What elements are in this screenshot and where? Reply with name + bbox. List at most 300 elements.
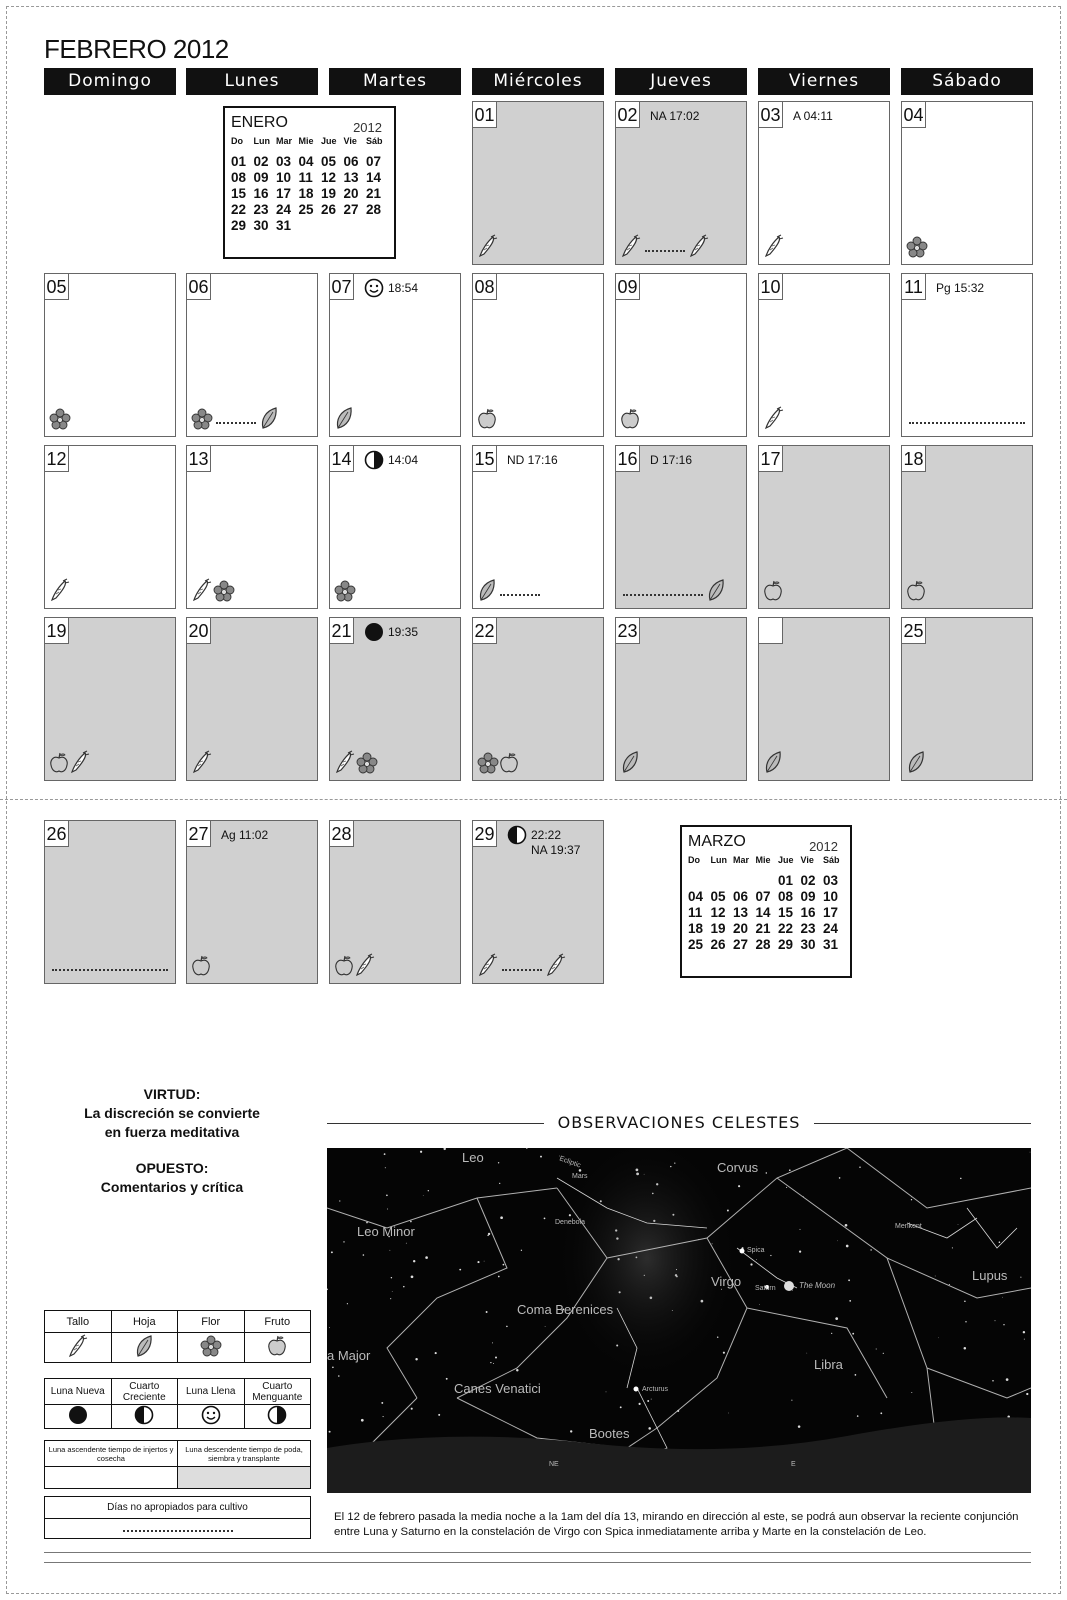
flower-icon bbox=[477, 752, 499, 774]
legend-plant-label: Hoja bbox=[111, 1311, 178, 1333]
dotted-line bbox=[502, 969, 542, 971]
star bbox=[1003, 1324, 1004, 1325]
day-number: 23 bbox=[616, 618, 640, 644]
star bbox=[347, 1303, 348, 1304]
moon-full-icon bbox=[364, 278, 384, 303]
stem-icon bbox=[763, 234, 785, 258]
mini-month-year: 2012 bbox=[353, 120, 382, 135]
day-number bbox=[759, 618, 783, 644]
star bbox=[791, 1400, 792, 1401]
virtud-line1: La discreción se convierte bbox=[84, 1105, 260, 1121]
mini-day: 07 bbox=[366, 154, 382, 169]
star bbox=[459, 1269, 461, 1271]
mini-weekday: Jue bbox=[778, 855, 794, 865]
star bbox=[545, 1326, 546, 1327]
moon-third-icon bbox=[244, 1405, 311, 1429]
dotted-line bbox=[909, 422, 1025, 424]
legend-moon-label: Cuarto Creciente bbox=[111, 1379, 178, 1405]
mini-weekday: Lun bbox=[710, 855, 727, 865]
day-cell[interactable] bbox=[44, 820, 176, 984]
day-cell[interactable] bbox=[186, 273, 318, 437]
mini-weekday: Sáb bbox=[823, 855, 840, 865]
mini-day: 06 bbox=[733, 889, 749, 904]
legend-moon-label: Luna Llena bbox=[178, 1379, 245, 1405]
legend-desc-swatch bbox=[178, 1467, 311, 1489]
star bbox=[965, 1321, 966, 1322]
star bbox=[1002, 1297, 1003, 1298]
day-number: 29 bbox=[473, 821, 497, 847]
day-icons bbox=[620, 578, 726, 602]
sky-label-denebola: Denebola bbox=[555, 1219, 585, 1226]
star bbox=[750, 1263, 752, 1265]
sky-label-saturn: Saturn bbox=[755, 1285, 776, 1292]
day-icons bbox=[477, 953, 567, 977]
stem-icon bbox=[69, 750, 91, 774]
moon-first-icon bbox=[507, 825, 527, 850]
bottom-rule bbox=[44, 1552, 1031, 1553]
day-cell[interactable] bbox=[329, 445, 461, 609]
star bbox=[857, 1415, 859, 1417]
virtud-line2: en fuerza meditativa bbox=[104, 1124, 240, 1140]
day-cell[interactable] bbox=[615, 445, 747, 609]
mini-day: 27 bbox=[343, 202, 359, 217]
mini-weekday: Do bbox=[688, 855, 700, 865]
star bbox=[992, 1380, 994, 1382]
weekday-header-1: Lunes bbox=[186, 68, 318, 95]
sky-label-arcturus: Arcturus bbox=[642, 1386, 669, 1393]
day-cell[interactable] bbox=[615, 617, 747, 781]
star bbox=[544, 1218, 546, 1220]
leaf-icon bbox=[906, 750, 926, 774]
mini-day: 21 bbox=[366, 186, 382, 201]
star bbox=[498, 1162, 499, 1163]
mini-day: 01 bbox=[778, 873, 794, 888]
star bbox=[387, 1209, 388, 1210]
mini-day: 19 bbox=[710, 921, 726, 936]
mini-day: 13 bbox=[733, 905, 749, 920]
mini-day: 18 bbox=[298, 186, 314, 201]
star bbox=[410, 1221, 412, 1223]
mini-day: 08 bbox=[778, 889, 794, 904]
star bbox=[495, 1357, 497, 1359]
star bbox=[403, 1286, 405, 1288]
day-icons bbox=[334, 750, 378, 774]
star bbox=[392, 1291, 393, 1292]
mini-weekday: Mar bbox=[733, 855, 750, 865]
day-cell[interactable] bbox=[44, 273, 176, 437]
day-cell[interactable] bbox=[472, 445, 604, 609]
legend-plant-label: Flor bbox=[178, 1311, 245, 1333]
star bbox=[648, 1427, 651, 1430]
moon-full-icon bbox=[178, 1405, 245, 1429]
star bbox=[385, 1167, 386, 1168]
day-number: 27 bbox=[187, 821, 211, 847]
day-icons bbox=[620, 406, 640, 430]
day-cell[interactable] bbox=[186, 445, 318, 609]
mini-day: 24 bbox=[276, 202, 292, 217]
day-cell[interactable] bbox=[472, 101, 604, 265]
day-icons bbox=[477, 406, 497, 430]
day-icons bbox=[334, 578, 356, 602]
star bbox=[756, 1259, 757, 1260]
star bbox=[848, 1279, 850, 1281]
mini-day: 01 bbox=[231, 154, 247, 169]
star bbox=[837, 1240, 838, 1241]
mini-day bbox=[756, 873, 779, 888]
star bbox=[484, 1261, 485, 1262]
star bbox=[876, 1348, 877, 1349]
mini-weekday: Sáb bbox=[366, 136, 383, 146]
day-cell[interactable] bbox=[901, 445, 1033, 609]
day-icons bbox=[906, 406, 1028, 430]
fruit-icon bbox=[620, 408, 640, 430]
mini-weekday: Jue bbox=[321, 136, 337, 146]
stem-icon bbox=[477, 234, 499, 258]
leaf-icon bbox=[706, 578, 726, 602]
star bbox=[728, 1413, 729, 1414]
flower-icon bbox=[49, 408, 71, 430]
virgo-figure bbox=[557, 1148, 737, 1378]
star bbox=[952, 1247, 953, 1248]
star bbox=[390, 1298, 391, 1299]
star bbox=[639, 1403, 641, 1405]
day-cell[interactable] bbox=[186, 820, 318, 984]
star bbox=[343, 1241, 344, 1242]
mini-day: 20 bbox=[733, 921, 749, 936]
star bbox=[766, 1172, 767, 1173]
star bbox=[846, 1245, 849, 1248]
fruit-icon bbox=[334, 955, 354, 977]
sky-label-canes: Canes Venatici bbox=[454, 1381, 541, 1396]
star bbox=[911, 1199, 912, 1200]
mini-day-grid bbox=[231, 154, 389, 233]
sky-label-libra: Libra bbox=[814, 1357, 843, 1372]
day-icons bbox=[620, 750, 640, 774]
moon-third-icon bbox=[364, 450, 384, 475]
star bbox=[1024, 1339, 1025, 1340]
stem-icon bbox=[191, 578, 213, 602]
mini-month-name: MARZO bbox=[688, 833, 746, 850]
mini-weekday: Vie bbox=[343, 136, 357, 146]
star bbox=[499, 1183, 500, 1184]
day-icons bbox=[49, 406, 71, 430]
day-icons bbox=[334, 406, 354, 430]
day-cell[interactable] bbox=[901, 617, 1033, 781]
star bbox=[995, 1320, 996, 1321]
day-note: NA 17:02 bbox=[650, 109, 700, 123]
day-cell[interactable] bbox=[329, 617, 461, 781]
day-number: 02 bbox=[616, 102, 640, 128]
star bbox=[999, 1241, 1001, 1243]
star bbox=[493, 1363, 494, 1364]
star bbox=[361, 1419, 364, 1422]
mini-weekday-row bbox=[688, 855, 846, 865]
day-number: 17 bbox=[759, 446, 783, 472]
mini-day: 27 bbox=[733, 937, 749, 952]
star bbox=[911, 1392, 912, 1393]
mini-day: 26 bbox=[710, 937, 726, 952]
day-icons bbox=[906, 578, 926, 602]
fruit-icon bbox=[906, 580, 926, 602]
sky-label-lupus: Lupus bbox=[972, 1268, 1008, 1283]
flower-icon bbox=[356, 752, 378, 774]
dotted-line bbox=[500, 594, 540, 596]
spica-marker bbox=[740, 1249, 745, 1254]
star bbox=[800, 1229, 801, 1230]
mini-weekday: Mie bbox=[298, 136, 314, 146]
star bbox=[391, 1277, 392, 1278]
mini-day: 21 bbox=[755, 921, 771, 936]
day-cell[interactable] bbox=[758, 445, 890, 609]
star bbox=[849, 1300, 851, 1302]
mini-day: 22 bbox=[778, 921, 794, 936]
star bbox=[477, 1261, 479, 1263]
sky-label-menkent: Menkent bbox=[895, 1223, 922, 1230]
day-number: 14 bbox=[330, 446, 354, 472]
mini-day: 16 bbox=[253, 186, 269, 201]
day-cell[interactable] bbox=[472, 820, 604, 984]
star bbox=[383, 1416, 384, 1417]
mini-day: 07 bbox=[755, 889, 771, 904]
star bbox=[738, 1185, 740, 1187]
star bbox=[386, 1194, 388, 1196]
star bbox=[329, 1431, 331, 1433]
sky-label-spica: Spica bbox=[747, 1247, 765, 1254]
mini-day: 24 bbox=[823, 921, 839, 936]
weekday-header-5: Viernes bbox=[758, 68, 890, 95]
mini-day: 13 bbox=[343, 170, 359, 185]
stem-icon bbox=[45, 1333, 112, 1363]
observaciones-title: OBSERVACIONES CELESTES bbox=[544, 1113, 815, 1132]
star bbox=[486, 1311, 488, 1313]
virtud-label: VIRTUD: bbox=[143, 1086, 201, 1102]
day-number: 05 bbox=[45, 274, 69, 300]
mini-day: 20 bbox=[343, 186, 359, 201]
mini-day: 05 bbox=[710, 889, 726, 904]
fruit-icon bbox=[191, 955, 211, 977]
mini-day: 12 bbox=[321, 170, 337, 185]
legend-no-aptos bbox=[44, 1496, 311, 1539]
mini-day: 30 bbox=[253, 218, 269, 233]
star bbox=[799, 1250, 801, 1252]
mini-day: 16 bbox=[800, 905, 816, 920]
flower-icon bbox=[906, 236, 928, 258]
stem-icon bbox=[49, 578, 71, 602]
mini-day: 25 bbox=[688, 937, 704, 952]
star bbox=[381, 1402, 383, 1404]
mini-day: 22 bbox=[231, 202, 247, 217]
day-icons bbox=[49, 953, 171, 977]
sky-label-corvus: Corvus bbox=[717, 1160, 759, 1175]
day-number: 13 bbox=[187, 446, 211, 472]
mini-day: 02 bbox=[253, 154, 269, 169]
mini-day: 03 bbox=[276, 154, 292, 169]
day-icons bbox=[763, 234, 785, 258]
day-number: 28 bbox=[330, 821, 354, 847]
stem-icon bbox=[620, 234, 642, 258]
star bbox=[506, 1326, 508, 1328]
star bbox=[332, 1367, 334, 1369]
star bbox=[540, 1156, 542, 1158]
opuesto-label: OPUESTO: bbox=[135, 1160, 209, 1176]
opuesto-block bbox=[44, 1159, 300, 1197]
day-note: Pg 15:32 bbox=[936, 281, 985, 295]
mini-day: 14 bbox=[366, 170, 382, 185]
sky-label-major: a Major bbox=[327, 1348, 371, 1363]
day-icons bbox=[49, 750, 91, 774]
day-cell[interactable] bbox=[615, 273, 747, 437]
day-number: 10 bbox=[759, 274, 783, 300]
day-cell[interactable] bbox=[472, 273, 604, 437]
day-icons bbox=[763, 750, 783, 774]
day-icons bbox=[763, 578, 783, 602]
mini-day: 04 bbox=[298, 154, 314, 169]
star bbox=[492, 1342, 493, 1343]
mini-day: 17 bbox=[276, 186, 292, 201]
star bbox=[651, 1399, 652, 1400]
star bbox=[859, 1167, 860, 1168]
mini-weekday-row bbox=[231, 136, 389, 146]
star bbox=[446, 1378, 448, 1380]
stem-icon bbox=[354, 953, 376, 977]
mini-day: 28 bbox=[755, 937, 771, 952]
star bbox=[620, 1406, 622, 1408]
stem-icon bbox=[334, 750, 356, 774]
stem-icon bbox=[545, 953, 567, 977]
star bbox=[759, 1304, 760, 1305]
day-note: 14:04 bbox=[388, 453, 419, 467]
day-number: 07 bbox=[330, 274, 354, 300]
star bbox=[845, 1224, 848, 1227]
leaf-icon bbox=[334, 406, 354, 430]
star-chart-svg bbox=[327, 1148, 1031, 1493]
day-cell[interactable] bbox=[758, 273, 890, 437]
day-number: 04 bbox=[902, 102, 926, 128]
day-cell[interactable] bbox=[44, 445, 176, 609]
star bbox=[852, 1333, 854, 1335]
day-icons bbox=[334, 953, 376, 977]
weekday-header-0: Domingo bbox=[44, 68, 176, 95]
day-number: 09 bbox=[616, 274, 640, 300]
day-cell[interactable] bbox=[44, 617, 176, 781]
star bbox=[406, 1243, 407, 1244]
mini-day: 04 bbox=[688, 889, 704, 904]
legend-asc-swatch bbox=[45, 1467, 178, 1489]
fruit-icon bbox=[763, 580, 783, 602]
star bbox=[839, 1177, 841, 1179]
day-cell[interactable] bbox=[758, 617, 890, 781]
star bbox=[331, 1251, 333, 1253]
mini-day bbox=[344, 218, 367, 233]
day-cell[interactable] bbox=[186, 617, 318, 781]
day-cell[interactable] bbox=[901, 101, 1033, 265]
day-number: 01 bbox=[473, 102, 497, 128]
star bbox=[516, 1369, 518, 1371]
star bbox=[500, 1216, 503, 1219]
dotted-line bbox=[52, 969, 168, 971]
opuesto-line1: Comentarios y crítica bbox=[100, 1179, 244, 1195]
arcturus-marker bbox=[634, 1387, 639, 1392]
mini-day: 14 bbox=[755, 905, 771, 920]
mini-day bbox=[299, 218, 322, 233]
star bbox=[1026, 1393, 1028, 1395]
star bbox=[487, 1235, 488, 1236]
moon-new-icon bbox=[364, 622, 384, 647]
mini-day: 31 bbox=[823, 937, 839, 952]
flower-icon bbox=[334, 580, 356, 602]
day-number: 18 bbox=[902, 446, 926, 472]
star bbox=[413, 1260, 415, 1262]
mini-day: 06 bbox=[343, 154, 359, 169]
legend-no-aptos-swatch bbox=[45, 1519, 311, 1539]
sky-label-e: E bbox=[791, 1461, 796, 1468]
day-cell[interactable] bbox=[329, 273, 461, 437]
star bbox=[883, 1353, 884, 1354]
sky-label-leo-minor: Leo Minor bbox=[357, 1224, 415, 1239]
day-cell[interactable] bbox=[758, 101, 890, 265]
mini-day: 18 bbox=[688, 921, 704, 936]
mini-day: 15 bbox=[778, 905, 794, 920]
star bbox=[1006, 1378, 1009, 1381]
mini-day: 09 bbox=[800, 889, 816, 904]
legend-plant-label: Tallo bbox=[45, 1311, 112, 1333]
day-number: 25 bbox=[902, 618, 926, 644]
mini-day: 11 bbox=[298, 170, 313, 185]
fruit-icon bbox=[49, 752, 69, 774]
day-icons bbox=[477, 750, 519, 774]
sky-label-moon: The Moon bbox=[799, 1281, 836, 1290]
bottom-rule bbox=[44, 1562, 1031, 1563]
mini-day bbox=[321, 218, 344, 233]
star bbox=[428, 1190, 429, 1191]
star bbox=[363, 1254, 365, 1256]
star bbox=[435, 1352, 437, 1354]
mini-day: 23 bbox=[253, 202, 269, 217]
mini-day: 31 bbox=[276, 218, 292, 233]
day-number: 26 bbox=[45, 821, 69, 847]
star bbox=[503, 1264, 505, 1266]
day-cell[interactable] bbox=[615, 101, 747, 265]
day-note: 19:35 bbox=[388, 625, 419, 639]
day-note: 18:54 bbox=[388, 281, 419, 295]
mini-day: 09 bbox=[253, 170, 269, 185]
day-cell[interactable] bbox=[329, 820, 461, 984]
star bbox=[606, 1392, 607, 1393]
star bbox=[855, 1374, 857, 1376]
star bbox=[570, 1430, 572, 1432]
star bbox=[1020, 1277, 1021, 1278]
day-number: 12 bbox=[45, 446, 69, 472]
day-cell[interactable] bbox=[472, 617, 604, 781]
day-number: 15 bbox=[473, 446, 497, 472]
day-icons bbox=[906, 234, 928, 258]
star bbox=[411, 1275, 414, 1278]
star bbox=[786, 1187, 787, 1188]
mini-day: 28 bbox=[366, 202, 382, 217]
mini-day: 29 bbox=[231, 218, 247, 233]
star bbox=[425, 1256, 428, 1259]
mini-day: 30 bbox=[800, 937, 816, 952]
star bbox=[1030, 1152, 1031, 1153]
day-icons bbox=[191, 578, 235, 602]
mini-day: 02 bbox=[800, 873, 816, 888]
observaciones-heading bbox=[327, 1113, 1031, 1133]
day-cell[interactable] bbox=[901, 273, 1033, 437]
mini-day: 23 bbox=[800, 921, 816, 936]
mini-day bbox=[711, 873, 734, 888]
mini-day: 11 bbox=[688, 905, 703, 920]
sky-label-ne: NE bbox=[549, 1461, 559, 1468]
